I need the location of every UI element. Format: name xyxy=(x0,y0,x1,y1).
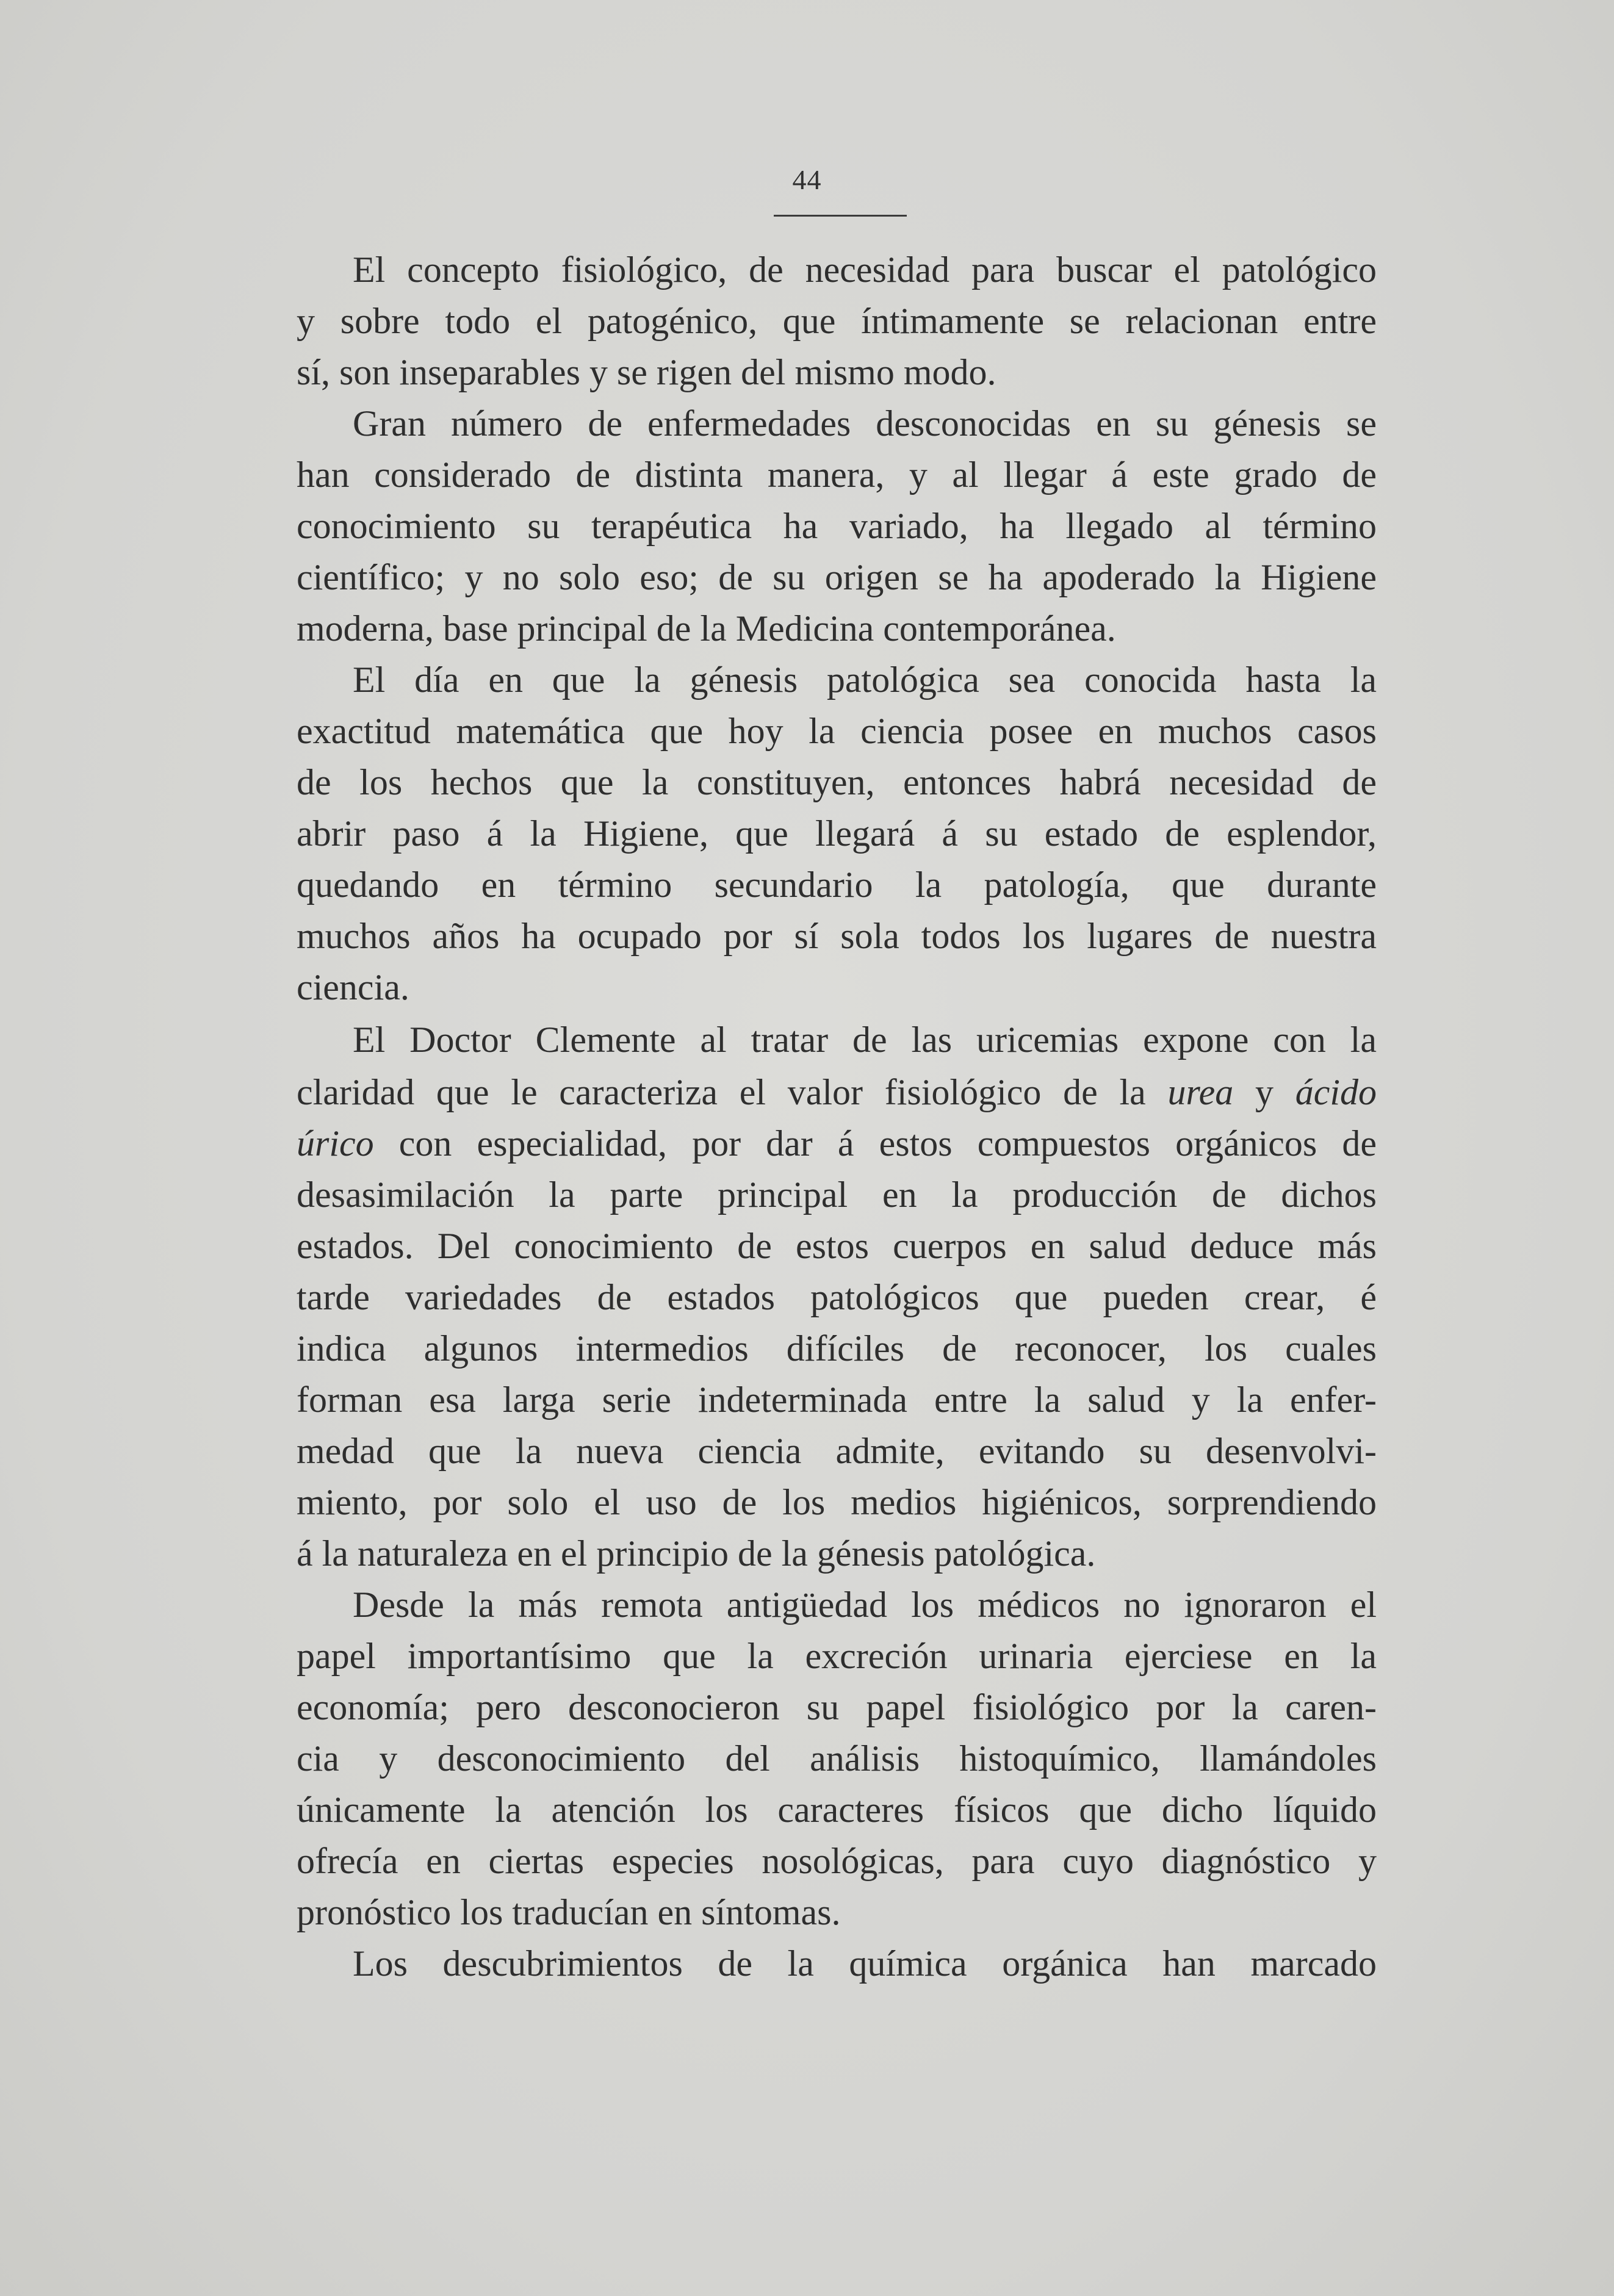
text-line: desasimilación la parte principal en la producción de dichos xyxy=(297,1175,1377,1215)
italic-term: ácido xyxy=(1295,1072,1377,1112)
text-line: economía; pero desconocieron su papel fisiológico por la caren- xyxy=(297,1687,1377,1727)
text-line: El día en que la génesis patológica sea conocida hasta la xyxy=(353,660,1377,700)
text-span: con especialidad, por dar á estos compuestos orgánicos de xyxy=(373,1123,1377,1164)
text-line: cia y desconocimiento del análisis histoquímico, llamándoles xyxy=(297,1738,1377,1779)
text-line: medad que la nueva ciencia admite, evitando su desenvolvi- xyxy=(297,1431,1377,1471)
text-line: tarde variedades de estados patológicos que pueden crear, é xyxy=(297,1277,1377,1317)
text-line: moderna, base principal de la Medicina contemporánea. xyxy=(297,608,1116,649)
text-line: sí, son inseparables y se rigen del mismo modo. xyxy=(297,352,996,392)
page-number: 44 xyxy=(792,164,822,195)
text-line: conocimiento su terapéutica ha variado, ha llegado al término xyxy=(297,506,1377,546)
text-line: han considerado de distinta manera, y al llegar á este grado de xyxy=(297,455,1377,495)
text-line-with-italics xyxy=(297,1118,1377,1169)
text-line-with-italics xyxy=(297,1067,1377,1118)
text-line: miento, por solo el uso de los medios higiénicos, sorprendiendo xyxy=(297,1482,1377,1522)
italic-term: úrico xyxy=(297,1123,374,1164)
text-line: estados. Del conocimiento de estos cuerpos en salud deduce más xyxy=(297,1226,1377,1266)
text-line: á la naturaleza en el principio de la génesis patológica. xyxy=(297,1533,1096,1574)
text-line: El Doctor Clemente al tratar de las uricemias expone con la xyxy=(353,1020,1377,1060)
text-line: científico; y no solo eso; de su origen se ha apoderado la Higiene xyxy=(297,557,1377,597)
italic-term: urea xyxy=(1167,1072,1234,1112)
text-line: papel importantísimo que la excreción urinaria ejerciese en la xyxy=(297,1636,1377,1676)
text-line: Los descubrimientos de la química orgánica han marcado xyxy=(353,1943,1377,1984)
text-line: Desde la más remota antigüedad los médicos no ignoraron el xyxy=(353,1585,1377,1625)
text-line: y sobre todo el patogénico, que íntimamente se relacionan entre xyxy=(297,301,1377,341)
text-line: El concepto fisiológico, de necesidad para buscar el patológico xyxy=(353,250,1377,290)
text-line: Gran número de enfermedades desconocidas en su génesis se xyxy=(353,403,1377,444)
body-text xyxy=(297,244,1377,1989)
text-line: pronóstico los traducían en síntomas. xyxy=(297,1892,841,1932)
text-span: y xyxy=(1233,1072,1295,1112)
text-line: ciencia. xyxy=(297,967,409,1007)
page-number-rule xyxy=(774,215,907,217)
text-line: únicamente la atención los caracteres físicos que dicho líquido xyxy=(297,1790,1377,1830)
text-span: claridad que le caracteriza el valor fisiológico de la xyxy=(297,1072,1168,1112)
text-line: indica algunos intermedios difíciles de reconocer, los cuales xyxy=(297,1328,1377,1369)
text-line: quedando en término secundario la patología, que durante xyxy=(297,865,1377,905)
text-line: exactitud matemática que hoy la ciencia posee en muchos casos xyxy=(297,711,1377,751)
text-line: abrir paso á la Higiene, que llegará á su estado de esplendor, xyxy=(297,813,1377,854)
text-line: muchos años ha ocupado por sí sola todos los lugares de nuestra xyxy=(297,916,1377,956)
text-line: forman esa larga serie indeterminada entre la salud y la enfer- xyxy=(297,1380,1377,1420)
text-line: de los hechos que la constituyen, entonces habrá necesidad de xyxy=(297,762,1377,802)
text-line: ofrecía en ciertas especies nosológicas, para cuyo diagnóstico y xyxy=(297,1841,1377,1881)
